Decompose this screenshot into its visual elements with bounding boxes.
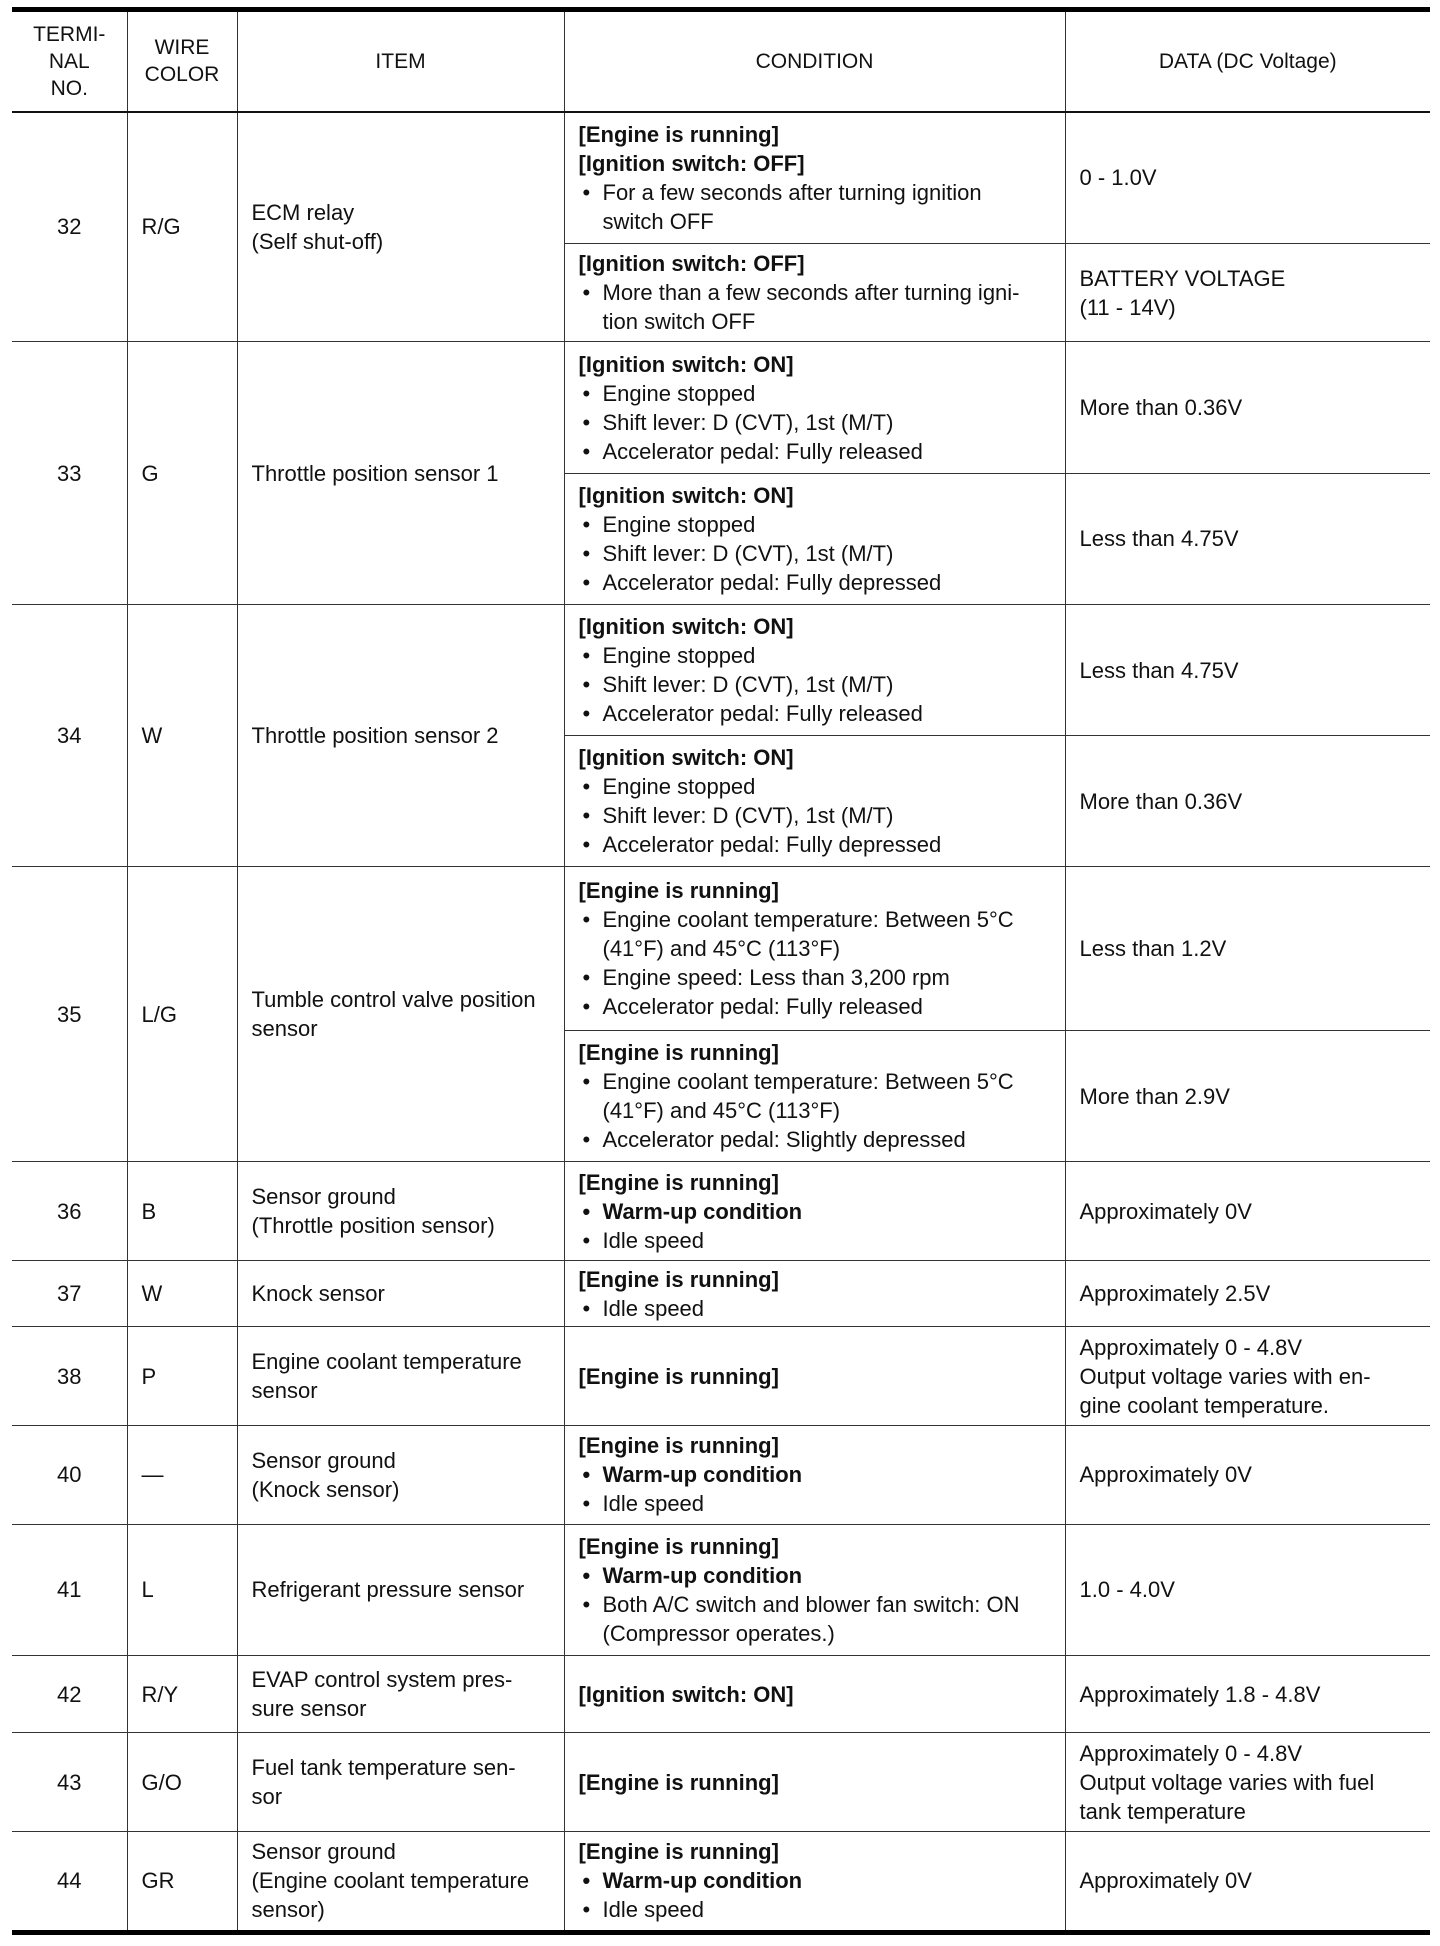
dc-voltage-data [1065, 1031, 1430, 1162]
condition-header: [Ignition switch: ON] [578, 351, 794, 377]
condition-bullet-line: • Both A/C switch and blower fan switch: ON [602, 1591, 1020, 1617]
ecm-terminal-table [12, 7, 1430, 1935]
terminal-number: 37 [12, 1261, 127, 1327]
item-line: Tumble control valve position [251, 987, 536, 1013]
wire-color: — [127, 1425, 237, 1524]
wire-color: G/O [127, 1733, 237, 1832]
condition-bullet-line: • Warm-up condition [602, 1198, 803, 1224]
table-row [12, 342, 1430, 473]
dc-voltage-data [1065, 342, 1430, 473]
data-line: Approximately 0V [1079, 1198, 1252, 1224]
condition-bullet [579, 830, 1051, 859]
condition-cell [564, 1655, 1065, 1732]
wire-color: P [127, 1327, 237, 1426]
condition-cell [564, 342, 1065, 473]
condition-bullet [579, 1590, 1051, 1648]
condition-bullet-line: • Accelerator pedal: Fully depressed [602, 569, 942, 595]
terminal-number: 35 [12, 867, 127, 1162]
dc-voltage-data [1065, 473, 1430, 604]
condition-bullet-line: • For a few seconds after turning ignition [602, 179, 982, 205]
condition-bullet [579, 568, 1051, 597]
condition-bullet [579, 1895, 1051, 1924]
terminal-number: 36 [12, 1162, 127, 1261]
terminal-number: 33 [12, 342, 127, 604]
condition-bullet-line: • Engine stopped [602, 380, 756, 406]
terminal-number: 38 [12, 1327, 127, 1426]
condition-header: [Ignition switch: OFF] [578, 251, 805, 277]
condition-bullet-line: • Accelerator pedal: Fully depressed [602, 832, 942, 858]
wire-color: R/G [127, 112, 237, 342]
terminal-number: 40 [12, 1425, 127, 1524]
item-line: sure sensor [251, 1696, 367, 1722]
condition-header: [Ignition switch: ON] [578, 1681, 794, 1707]
condition-header: [Ignition switch: ON] [578, 482, 794, 508]
header-terminal-line: TERMI- [33, 22, 106, 46]
wire-color: GR [127, 1831, 237, 1932]
header-data: DATA (DC Voltage) [1065, 10, 1430, 112]
condition-bullet [579, 1067, 1051, 1125]
condition-bullet-line: • Warm-up condition [602, 1462, 803, 1488]
condition-bullet [579, 178, 1051, 236]
dc-voltage-data [1065, 243, 1430, 342]
item-line: Fuel tank temperature sen- [251, 1755, 516, 1781]
item-line: (Knock sensor) [251, 1476, 400, 1502]
condition-bullet-line: (41°F) and 45°C (113°F) [602, 1098, 841, 1124]
condition-cell [564, 1327, 1065, 1426]
condition-cell [564, 604, 1065, 735]
condition-bullet-line: • Warm-up condition [602, 1562, 803, 1588]
condition-header: [Ignition switch: ON] [578, 745, 794, 771]
wire-color: W [127, 604, 237, 866]
header-terminal-no [12, 10, 127, 112]
condition-bullet [579, 1866, 1051, 1895]
wire-color: R/Y [127, 1655, 237, 1732]
item-line: (Throttle position sensor) [251, 1213, 495, 1239]
table-row [12, 867, 1430, 1031]
dc-voltage-data [1065, 1261, 1430, 1327]
condition-bullet-line: • Shift lever: D (CVT), 1st (M/T) [602, 540, 894, 566]
item-line: sensor [251, 1378, 318, 1404]
condition-bullet-line: • Accelerator pedal: Fully released [602, 438, 923, 464]
dc-voltage-data [1065, 1162, 1430, 1261]
condition-bullet [579, 963, 1051, 992]
item-line: sensor [251, 1016, 318, 1042]
condition-bullet [579, 408, 1051, 437]
condition-bullet [579, 772, 1051, 801]
condition-header: [Engine is running] [578, 1040, 779, 1066]
dc-voltage-data [1065, 736, 1430, 867]
condition-bullet [579, 801, 1051, 830]
header-terminal-line: NAL [48, 49, 90, 73]
condition-cell [564, 1261, 1065, 1327]
data-line: Approximately 2.5V [1079, 1281, 1271, 1307]
condition-cell [564, 1425, 1065, 1524]
item-description [237, 1524, 564, 1655]
condition-bullet [579, 539, 1051, 568]
condition-header: [Ignition switch: OFF] [578, 150, 805, 176]
condition-bullet-line: • Engine stopped [602, 643, 756, 669]
item-line: ECM relay [251, 199, 355, 225]
item-line: Engine coolant temperature [251, 1349, 522, 1375]
item-line: Knock sensor [251, 1281, 385, 1307]
data-line: More than 0.36V [1079, 788, 1243, 814]
header-wire-line: WIRE [154, 36, 210, 60]
condition-bullet-line: switch OFF [602, 208, 714, 234]
dc-voltage-data [1065, 604, 1430, 735]
item-line: EVAP control system pres- [251, 1667, 513, 1693]
wire-color: B [127, 1162, 237, 1261]
condition-bullet [579, 1294, 1051, 1323]
condition-bullet-line: (Compressor operates.) [602, 1620, 835, 1646]
table-row [12, 604, 1430, 735]
condition-cell [564, 112, 1065, 244]
header-condition: CONDITION [564, 10, 1065, 112]
condition-bullet-line: • Accelerator pedal: Fully released [602, 994, 923, 1020]
condition-cell [564, 1831, 1065, 1932]
data-line: Approximately 0V [1079, 1868, 1252, 1894]
terminal-number: 43 [12, 1733, 127, 1832]
condition-bullet-line: • Idle speed [602, 1227, 705, 1253]
table-body [12, 112, 1430, 1933]
table-row [12, 1425, 1430, 1524]
dc-voltage-data [1065, 1524, 1430, 1655]
wire-color: L [127, 1524, 237, 1655]
item-description [237, 1425, 564, 1524]
condition-bullet-line: • Shift lever: D (CVT), 1st (M/T) [602, 803, 894, 829]
condition-header: [Engine is running] [578, 1433, 779, 1459]
terminal-number: 42 [12, 1655, 127, 1732]
condition-bullet-line: • Accelerator pedal: Fully released [602, 701, 923, 727]
condition-bullet-line: • More than a few seconds after turning igni- [602, 280, 1020, 306]
condition-bullet [579, 1460, 1051, 1489]
terminal-number: 44 [12, 1831, 127, 1932]
condition-bullet-line: • Warm-up condition [602, 1868, 803, 1894]
data-line: Less than 1.2V [1079, 936, 1227, 962]
item-line: Sensor ground [251, 1184, 396, 1210]
wire-color: G [127, 342, 237, 604]
item-line: sor [251, 1784, 283, 1810]
condition-bullet-line: • Engine stopped [602, 774, 756, 800]
item-description [237, 1261, 564, 1327]
condition-bullet [579, 1125, 1051, 1154]
table-row [12, 1261, 1430, 1327]
table-header-row [12, 10, 1430, 112]
condition-bullet-line: • Idle speed [602, 1295, 705, 1321]
condition-bullet [579, 510, 1051, 539]
header-wire-color [127, 10, 237, 112]
dc-voltage-data [1065, 1831, 1430, 1932]
condition-bullet [579, 641, 1051, 670]
item-line: (Engine coolant temperature [251, 1868, 530, 1894]
item-description [237, 1655, 564, 1732]
condition-bullet [579, 1226, 1051, 1255]
condition-cell [564, 1524, 1065, 1655]
dc-voltage-data [1065, 112, 1430, 244]
wire-color: L/G [127, 867, 237, 1162]
data-line: BATTERY VOLTAGE [1079, 265, 1286, 291]
dc-voltage-data [1065, 1655, 1430, 1732]
condition-bullet-line: • Accelerator pedal: Slightly depressed [602, 1127, 966, 1153]
condition-bullet-line: • Idle speed [602, 1491, 705, 1517]
table-row [12, 1831, 1430, 1932]
data-line: Approximately 1.8 - 4.8V [1079, 1681, 1321, 1707]
table-row [12, 1655, 1430, 1732]
dc-voltage-data [1065, 1327, 1430, 1426]
condition-header: [Engine is running] [578, 1839, 779, 1865]
item-description [237, 604, 564, 866]
condition-bullet-line: • Shift lever: D (CVT), 1st (M/T) [602, 409, 894, 435]
data-line: More than 2.9V [1079, 1083, 1230, 1109]
data-line: tank temperature [1079, 1798, 1246, 1824]
item-description [237, 1733, 564, 1832]
data-line: Approximately 0 - 4.8V [1079, 1740, 1303, 1766]
terminal-number: 34 [12, 604, 127, 866]
table-row [12, 112, 1430, 244]
data-line: Output voltage varies with en- [1079, 1363, 1371, 1389]
condition-header: [Engine is running] [578, 1533, 779, 1559]
header-wire-line: COLOR [144, 63, 220, 87]
terminal-number: 41 [12, 1524, 127, 1655]
condition-header: [Engine is running] [578, 1169, 779, 1195]
item-description [237, 1327, 564, 1426]
condition-cell [564, 1733, 1065, 1832]
condition-bullet [579, 699, 1051, 728]
item-description [237, 1831, 564, 1932]
data-line: gine coolant temperature. [1079, 1392, 1329, 1418]
condition-header: [Ignition switch: ON] [578, 614, 794, 640]
data-line: Output voltage varies with fuel [1079, 1769, 1375, 1795]
item-line: Sensor ground [251, 1839, 396, 1865]
header-item: ITEM [237, 10, 564, 112]
data-line: Approximately 0V [1079, 1462, 1252, 1488]
item-line: sensor) [251, 1897, 325, 1923]
item-description [237, 867, 564, 1162]
condition-cell [564, 1031, 1065, 1162]
item-line: Refrigerant pressure sensor [251, 1577, 525, 1603]
item-line: Sensor ground [251, 1447, 396, 1473]
data-line: Less than 4.75V [1079, 657, 1239, 683]
condition-bullet [579, 905, 1051, 963]
table-row [12, 1733, 1430, 1832]
condition-bullet-line: • Engine coolant temperature: Between 5°C [602, 1069, 1014, 1095]
data-line: Less than 4.75V [1079, 526, 1239, 552]
condition-bullet-line: • Idle speed [602, 1897, 705, 1923]
condition-bullet-line: • Engine speed: Less than 3,200 rpm [602, 965, 950, 991]
table-row [12, 1524, 1430, 1655]
condition-bullet [579, 1197, 1051, 1226]
condition-bullet [579, 1489, 1051, 1518]
item-description [237, 1162, 564, 1261]
condition-bullet [579, 437, 1051, 466]
condition-bullet-line: (41°F) and 45°C (113°F) [602, 936, 841, 962]
condition-header: [Engine is running] [578, 1266, 779, 1292]
condition-bullet [579, 379, 1051, 408]
dc-voltage-data [1065, 1425, 1430, 1524]
condition-header: [Engine is running] [578, 121, 779, 147]
data-line: More than 0.36V [1079, 395, 1243, 421]
item-line: Throttle position sensor 2 [251, 723, 499, 749]
dc-voltage-data [1065, 1733, 1430, 1832]
condition-cell [564, 473, 1065, 604]
condition-cell [564, 1162, 1065, 1261]
condition-bullet-line: • Engine stopped [602, 511, 756, 537]
condition-cell [564, 736, 1065, 867]
condition-header: [Engine is running] [578, 878, 779, 904]
item-line: Throttle position sensor 1 [251, 460, 499, 486]
condition-bullet-line: • Engine coolant temperature: Between 5°C [602, 907, 1014, 933]
condition-bullet [579, 670, 1051, 699]
condition-bullet-line: • Shift lever: D (CVT), 1st (M/T) [602, 672, 894, 698]
item-description [237, 112, 564, 342]
condition-bullet [579, 1561, 1051, 1590]
condition-bullet-line: tion switch OFF [602, 309, 756, 335]
terminal-number: 32 [12, 112, 127, 342]
item-line: (Self shut-off) [251, 228, 384, 254]
condition-cell [564, 867, 1065, 1031]
data-line: 1.0 - 4.0V [1079, 1577, 1175, 1603]
data-line: Approximately 0 - 4.8V [1079, 1334, 1303, 1360]
condition-bullet [579, 278, 1051, 336]
condition-cell [564, 243, 1065, 342]
header-terminal-line: NO. [50, 76, 88, 100]
wire-color: W [127, 1261, 237, 1327]
dc-voltage-data [1065, 867, 1430, 1031]
data-line: 0 - 1.0V [1079, 165, 1157, 191]
condition-header: [Engine is running] [578, 1769, 779, 1795]
condition-bullet [579, 992, 1051, 1021]
table-row [12, 1327, 1430, 1426]
condition-header: [Engine is running] [578, 1363, 779, 1389]
table-row [12, 1162, 1430, 1261]
item-description [237, 342, 564, 604]
data-line: (11 - 14V) [1079, 294, 1176, 320]
